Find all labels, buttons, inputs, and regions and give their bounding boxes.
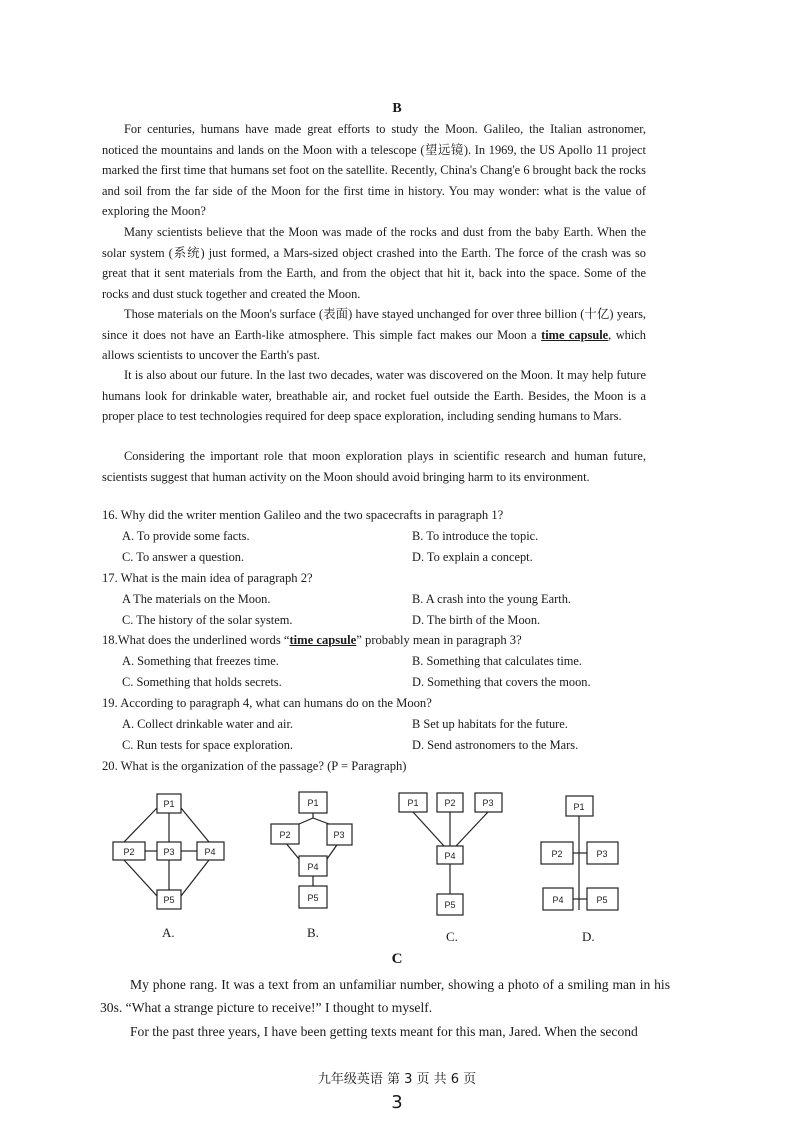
q16-option-a[interactable]: A. To provide some facts. xyxy=(122,529,250,543)
q17-option-b[interactable]: B. A crash into the young Earth. xyxy=(412,592,571,606)
page-footer: 九年级英语 第 3 页 共 6 页 xyxy=(317,1072,477,1087)
passage-b-paragraph-2: Many scientists believe that the Moon was made of the rocks and dust from the baby Earth. When the solar system (系统) just formed, a Mars-sized object crashed into the Earth. The force of the crash was so great that it sent materials from the Earth, and from the object that hit it, back into the space. Some of the rocks and dust stuck together and created the Moon. xyxy=(102,225,646,301)
question-16: 16. Why did the writer mention Galileo and the two spacecrafts in paragraph 1? xyxy=(102,508,504,522)
diagram-d-p1: P1 xyxy=(573,802,585,812)
diagram-d-p3: P3 xyxy=(596,849,608,859)
diagram-d-p2: P2 xyxy=(551,849,563,859)
diagram-b-p5: P5 xyxy=(307,893,319,903)
paragraph-3-text-before: Those materials on the Moon's surface (表面) have stayed unchanged for over three billion (十亿) years, since it does not have an Earth-like atmosphere. This simple fact makes our Moon a xyxy=(102,307,646,342)
diagram-b-p3: P3 xyxy=(333,830,345,840)
q16-option-b[interactable]: B. To introduce the topic. xyxy=(412,529,539,543)
diagram-b-p4: P4 xyxy=(307,862,319,872)
q16-option-d[interactable]: D. To explain a concept. xyxy=(412,550,533,564)
q16-option-c[interactable]: C. To answer a question. xyxy=(122,550,245,564)
q18-stem-before: 18.What does the underlined words “ xyxy=(102,633,290,647)
paragraph-3-text-after: , which allows scientists to uncover the Earth's past. xyxy=(102,327,646,363)
diagram-a-p4: P4 xyxy=(204,847,216,857)
q18-option-b[interactable]: B. Something that calculates time. xyxy=(412,654,582,668)
diagram-c-p1: P1 xyxy=(407,798,419,808)
q17-option-a[interactable]: A The materials on the Moon. xyxy=(122,592,271,606)
diagram-c-p5: P5 xyxy=(444,900,456,910)
passage-b-paragraph-5: Considering the important role that moon exploration plays in scientific research and human future, scientists suggest that human activity on the Moon should avoid bringing harm to its environment. xyxy=(102,449,646,484)
q18-stem-after: ” probably mean in paragraph 3? xyxy=(356,633,522,647)
diagram-a-p2: P2 xyxy=(123,847,135,857)
section-c-title: C xyxy=(391,951,403,967)
diagram-a-p3: P3 xyxy=(163,847,175,857)
page-number: 3 xyxy=(391,1092,403,1113)
q19-option-c[interactable]: C. Run tests for space exploration. xyxy=(122,738,294,752)
diagram-c[interactable] xyxy=(399,793,502,915)
diagram-b[interactable] xyxy=(271,792,352,908)
question-18 xyxy=(102,633,522,648)
organization-diagrams xyxy=(0,780,794,950)
q18-stem-underlined: time capsule xyxy=(289,633,357,647)
q19-option-a[interactable]: A. Collect drinkable water and air. xyxy=(122,717,293,731)
diagram-a-p1: P1 xyxy=(163,799,175,809)
q17-option-c[interactable]: C. The history of the solar system. xyxy=(122,613,293,627)
q18-option-c[interactable]: C. Something that holds secrets. xyxy=(122,675,282,689)
diagram-d-p4: P4 xyxy=(552,895,564,905)
q19-option-b[interactable]: B Set up habitats for the future. xyxy=(412,717,568,731)
q18-option-a[interactable]: A. Something that freezes time. xyxy=(122,654,279,668)
question-20: 20. What is the organization of the passage? (P = Paragraph) xyxy=(102,759,407,773)
q19-option-d[interactable]: D. Send astronomers to the Mars. xyxy=(412,738,579,752)
diagram-d-p5: P5 xyxy=(596,895,608,905)
diagram-d[interactable] xyxy=(541,796,618,910)
passage-c-paragraph-2: For the past three years, I have been getting texts meant for this man, Jared. When the second xyxy=(130,1024,638,1039)
q17-option-d[interactable]: D. The birth of the Moon. xyxy=(412,613,541,627)
diagram-b-p1: P1 xyxy=(307,798,319,808)
time-capsule-underlined: time capsule xyxy=(541,327,609,342)
q20-option-d[interactable]: D. xyxy=(582,929,595,944)
passage-c-paragraph-1: My phone rang. It was a text from an unfamiliar number, showing a photo of a smiling man in his 30s. “What a strange picture to receive!” I thought to myself. xyxy=(100,977,670,1015)
passage-b-paragraph-4: It is also about our future. In the last two decades, water was discovered on the Moon. It may help future humans look for drinkable water, breathable air, and rocket fuel outside the Earth. Besides, the Moon is a proper place to test technologies required for deep space exploration, including sending humans to Mars. xyxy=(102,368,646,424)
section-b-title: B xyxy=(392,101,402,116)
question-17: 17. What is the main idea of paragraph 2? xyxy=(102,571,313,585)
q18-option-d[interactable]: D. Something that covers the moon. xyxy=(412,675,591,689)
diagram-a[interactable] xyxy=(113,794,224,909)
passage-b-paragraph-1: For centuries, humans have made great efforts to study the Moon. Galileo, the Italian astronomer, noticed the mountains and lands on the Moon with a telescope (望远镜). In 1969, the US Apollo 11 project marked the first time that humans set foot on the satellite. Recently, China's Chang'e 6 brought back the rocks and soil from the far side of the Moon for the first time in history. You may wonder: what is the value of exploring the Moon? xyxy=(102,122,646,219)
diagram-c-p4: P4 xyxy=(444,851,456,861)
diagram-c-p3: P3 xyxy=(482,798,494,808)
diagram-c-p2: P2 xyxy=(444,798,456,808)
q20-option-c[interactable]: C. xyxy=(446,929,458,944)
diagram-b-p2: P2 xyxy=(279,830,291,840)
question-19: 19. According to paragraph 4, what can humans do on the Moon? xyxy=(102,696,432,710)
passage-b-paragraph-3 xyxy=(102,304,646,366)
q20-option-a[interactable]: A. xyxy=(162,925,175,940)
q20-option-b[interactable]: B. xyxy=(307,925,319,940)
diagram-a-p5: P5 xyxy=(163,895,175,905)
